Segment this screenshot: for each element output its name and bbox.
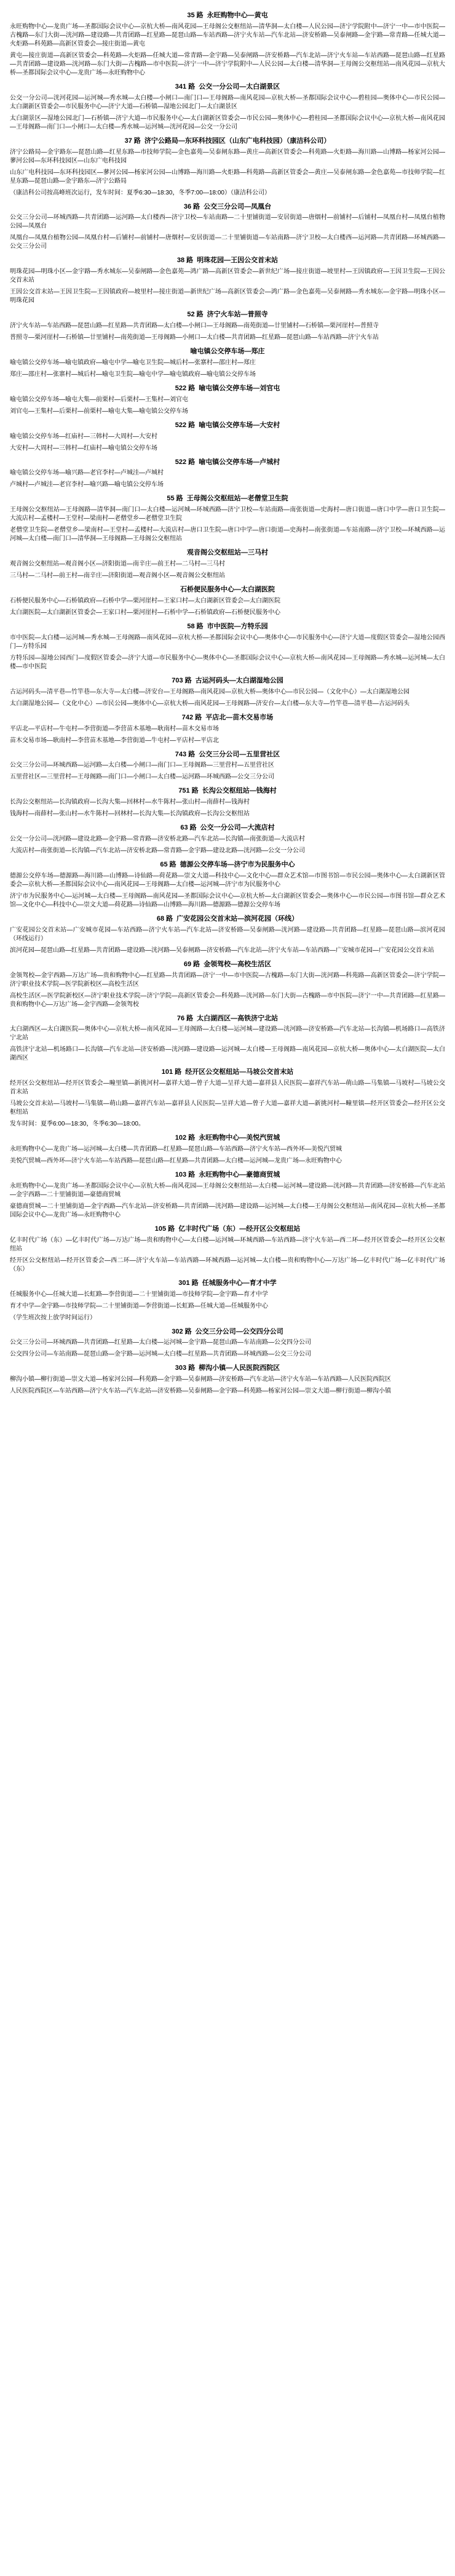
route-stop-list: 王因公交首末站—王因卫生院—王因镇政府—坡里村—接庄街道—新世纪广场—高新区管委会—鸿广路—金色嘉苑—吴泰闸路—秀水城东—金宇路—明珠小区—明珠花园: [10, 289, 445, 305]
route-stop-list: 喻屯镇公交停车场—喻屯大集—前栗村—后栗村—王集村—刘官屯: [10, 396, 188, 403]
route-section: [10, 347, 445, 379]
route-section: [10, 750, 445, 782]
route-number: 63 路: [180, 824, 197, 832]
route-stop-list: 黄屯—接庄街道—高新区管委会—科苑路—火炬路—任城大道—常青路—金宇路—吴泰闸路—济安桥路—汽车北站—济宁火车站—车站西路—琵琶山路—红星路—共青团路—建设路—洸河路—东门大街—古槐路—市中医院—济宁一中—济宁学院附中—人民公园—太白楼—清华洞—王母阁公交枢纽站—南风花园—京杭大桥—圣都国际会议中心—龙贵广场—永旺购物中心: [10, 52, 445, 76]
route-stop-list: 喻屯镇公交停车场—喻屯镇政府—喻屯中学—喻屯卫生院—城后村—张寨村—邵庄村—郑庄: [10, 359, 256, 366]
route-title: [10, 310, 445, 319]
route-name: 柳沟小镇—人民医院西院区: [199, 1364, 280, 1372]
route-section: [10, 960, 445, 1009]
route-title: [10, 347, 445, 356]
route-section: [10, 1014, 445, 1063]
route-stop-list: 济宁公路局—金宇路东—琵琶山路—红星东路—市技师学院—金色嘉苑—吴泰闸东路—黄庄—高新区管委会—科苑路—火炬路—海川路—山博路—杨家河公园—蓼河公园—东环科技园区—山东广电科技园: [10, 148, 445, 164]
route-stop-list: 古运河码头—清平巷—竹竿巷—东大寺—太白楼—济安台—王母阁路—南风花园—京杭大桥—奥体中心—市民公园—（文化中心）—太白湖湿地公园: [10, 688, 410, 695]
route-section: [10, 1170, 445, 1220]
route-section: [10, 1279, 445, 1322]
route-title: [10, 750, 445, 759]
route-stop-list: 郑庄—邵庄村—张寨村—城后村—喻屯卫生院—喻屯中学—喻屯镇政府—喻屯镇公交停车场: [10, 370, 256, 378]
route-stop-list: 滨河花园—琵琶山路—红星路—共青团路—建设路—洸河路—吴泰闸路—济安桥路—汽车北站—济宁火车站—车站西路—广安城市花园—广安花园公交首末站: [10, 946, 434, 954]
route-stop-list: 太白湖湿地公园—（文化中心）—市民公园—奥体中心—京杭大桥—南风花园—王母阁路—济安台—太白楼—东大寺—竹竿巷—清平巷—古运河码头: [10, 700, 410, 707]
route-name: 公交一分公司—太白湖景区: [199, 82, 280, 90]
route-name: 济宁火车站—普照寺: [207, 311, 268, 319]
route-section: [10, 860, 445, 910]
route-name: 市中医院—方特乐园: [207, 622, 268, 630]
route-section: [10, 548, 445, 580]
route-name: 公交三分公司—公交四分公司: [195, 1327, 283, 1335]
route-name: 公交三分公司—凤凰台: [204, 202, 272, 210]
route-stop-list: 喻屯镇公交停车场—红庙村—三韩村—大周村—大安村: [10, 433, 157, 440]
route-title: [10, 256, 445, 265]
route-stop-list: 老僧堂卫生院—老僧堂乡—梁南村—王堂村—孟楼村—大流店村—唐口卫生院—唐口中学—唐口街道—史海村—南张街道—车站南路—济宁卫校—环城西路—运河城—太白楼—南门口—清华洞—王母阁路—王母阁公交枢纽站: [10, 527, 445, 543]
route-stop-list: 广安花园公交首末站—广安城市花园—车站西路—济宁火车站—汽车北站—济安桥路—吴泰闸路—洸河路—建设路—共青团路—红星路—琵琶山路—滨河花园（环线运行）: [10, 926, 445, 942]
route-name: 德源公交停车场—济宁市为民服务中心: [180, 861, 295, 869]
route-section: [10, 82, 445, 132]
route-number: 65 路: [160, 861, 176, 869]
route-title: [10, 713, 445, 722]
route-stop-list: 长沟公交枢纽站—长沟镇政府—长沟大集—回林村—水牛陈村—张山村—南薛村—钱海村: [10, 799, 250, 806]
route-section: [10, 421, 445, 453]
route-stop-list: 人民医院西院区—车站西路—济宁火车站—汽车北站—济安桥路—吴泰闸路—金宇路—科苑路—杨家河公园—崇文大道—柳行街道—柳沟小镇: [10, 1388, 391, 1395]
route-title: [10, 960, 445, 969]
route-title: [10, 1068, 445, 1077]
route-name: 喻屯镇公交停车场—卢城村: [199, 458, 280, 466]
route-name: 石桥便民服务中心—太白湖医院: [180, 586, 275, 594]
route-name: 喻屯镇公交停车场—郑庄: [190, 348, 265, 356]
route-number: 742 路: [181, 713, 202, 721]
route-title: [10, 202, 445, 212]
route-stop-list: 经开区公交枢纽站—经开区管委会—西二环—济宁火车站—车站西路—环城西路—运河城—太白楼—贵和购物中心—万达广场—亿丰时代广场—亿丰时代广场（东）: [10, 1257, 445, 1273]
route-name: 王母阁公交枢纽站—老僧堂卫生院: [186, 495, 288, 503]
route-stop-list: 山东广电科技园—东环科技园区—蓼河公园—杨家河公园—山博路—海川路—火炬路—科苑路—高新区管委会—黄庄—吴泰闸东路—金色嘉苑—市技师学院—红星东路—琵琶山路—金宇路东—济宁公路局: [10, 169, 445, 185]
route-stop-list: 美悦汽贸城—西外环—济宁火车站—车站西路—琵琶山路—红星路—共青团路—太白楼—运河城—龙贵广场—永旺购物中心: [10, 1158, 342, 1165]
route-number: 703 路: [172, 676, 192, 684]
route-title: [10, 622, 445, 631]
route-number: 69 路: [183, 960, 200, 968]
route-section: [10, 494, 445, 543]
route-stop-list: 育才中学—金宇路—市技师学院—二十里铺街道—李营街道—长虹路—任城大道—任城服务中心: [10, 1302, 268, 1310]
route-title: [10, 137, 445, 146]
route-stop-list: 钱海村—南薛村—张山村—水牛陈村—回林村—长沟大集—长沟镇政府—长沟公交枢纽站: [10, 810, 250, 818]
route-stop-list: 永旺购物中心—龙贵广场—圣都国际会议中心—京杭大桥—南风花园—王母阁公交枢纽站—清华洞—太白楼—人民公园—济宁学院附中—济宁一中—市中医院—古槐路—东门大街—洸河路—建设路—共青团路—红星路—琵琶山路—车站西路—济宁火车站—汽车北站—济安桥路—吴泰闸路—金宇路—常青路—任城大道—火炬路—科苑路—高新区管委会—接庄街道—黄屯: [10, 23, 445, 47]
route-title: [10, 1279, 445, 1288]
route-title: [10, 1170, 445, 1180]
route-section: [10, 676, 445, 708]
route-number: 35 路: [187, 12, 204, 19]
route-section: [10, 823, 445, 855]
route-stop-list: 公交三分公司—环城西路—共青团路—运河路—太白楼西—济宁卫校—车站南路—二十里铺街道—安居街道—唐烟村—前铺村—后铺村—凤凰台村—凤凰台植物公园—凤凰台: [10, 214, 445, 230]
route-title: [10, 676, 445, 686]
route-name: 明珠花园—王因公交首末站: [197, 257, 279, 265]
route-name: 长沟公交枢纽站—钱海村: [202, 787, 277, 795]
route-stop-list: 三马村—二马村—前王村—南辛庄—济阳街道—观音阁小区—观音阁公交枢纽站: [10, 572, 225, 580]
route-stop-list: 高校生活区—医学院新校区—济宁职业技术学院—济宁学院—高新区管委会—科苑路—洸河路—东门大街—古槐路—市中医院—济宁一中—共青团路—红星路—贵和购物中心—万达广场—金宇西路—金领驾校: [10, 992, 445, 1008]
route-name: 金领驾校—高校生活区: [204, 960, 272, 968]
route-stop-list: 高铁济宁北站—机场路口—长沟镇—汽车北站—济安桥路—洸河路—建设路—运河城—太白楼—王母阁路—南风花园—京杭大桥—奥体中心—太白湖医院—太白湖西区: [10, 1046, 445, 1062]
route-section: [10, 384, 445, 416]
route-name: 广安花园公交首末站—滨河花园（环线）: [176, 914, 299, 922]
route-name: 观音阁公交枢纽站—三马村: [187, 549, 268, 557]
route-title: [10, 1225, 445, 1234]
route-stop-list: 五里营社区—三里营村—王母阁路—南门口—小闸口—太白楼—运河路—环城西路—公交三分公司: [10, 774, 274, 781]
route-stop-list: 明珠花园—明珠小区—金宇路—秀水城东—吴泰闸路—金色嘉苑—鸿广路—高新区管委会—新世纪广场—接庄街道—坡里村—王因镇政府—王因卫生院—王因公交首末站: [10, 268, 445, 284]
route-stop-list: 普照寺—栗河崖村—石桥镇—廿里铺村—南苑街道—王母阁路—小闸口—太白楼—共青团路—红星路—琵琶山路—车站西路—济宁火车站: [10, 334, 379, 342]
route-stop-list: 刘官屯—王集村—后栗村—前栗村—喻屯大集—喻屯镇公交停车场: [10, 407, 188, 415]
route-stop-list: 凤凰台—凤凰台植物公园—凤凰台村—后铺村—前铺村—唐烟村—安居街道—二十里铺街道—车站南路—济宁卫校—太白楼西—运河路—共青团路—环城西路—公交三分公司: [10, 234, 445, 250]
route-name: 亿丰时代广场（东）—经开区公交枢纽站: [178, 1225, 301, 1233]
route-stop-list: 苗木交易市场—耿南村—李营苗木基地—李营街道—牛屯村—平店村—平店北: [10, 737, 219, 744]
route-stop-list: 石桥便民服务中心—石桥镇政府—石桥中学—栗河崖村—王家口村—太白湖新区管委会—太白湖医院: [10, 597, 280, 604]
route-name: 喻屯镇公交停车场—刘官屯: [199, 384, 280, 392]
route-section: [10, 1364, 445, 1396]
route-stop-list: 豪德商贸城—二十里铺街道—金宇西路—汽车北站—济安桥路—共青团路—洸河路—建设路—运河城—太白楼—王母阁公交枢纽站—南风花园—京杭大桥—圣都国际会议中心—龙贵广场—永旺购物中心: [10, 1202, 445, 1218]
route-number: 101 路: [161, 1068, 182, 1076]
route-stop-list: 公交三分公司—环城西路—运河路—太白楼—小闸口—南门口—王母阁路—三里营村—五里营社区: [10, 762, 274, 769]
route-section: [10, 622, 445, 671]
route-number: 341 路: [175, 82, 196, 90]
route-name: 永旺购物中心—美悦汽贸城: [199, 1134, 280, 1142]
route-number: 301 路: [178, 1279, 199, 1287]
route-name: 经开区公交枢纽站—马坡公交首末站: [185, 1068, 294, 1076]
route-title: [10, 384, 445, 393]
route-number: 38 路: [176, 257, 194, 265]
route-stop-list: 经开区公交枢纽站—经开区管委会—疃里镇—新挑河村—嘉祥大道—曾子大道—呈祥大道—嘉祥县人民医院—嘉祥汽车站—萌山路—马集镇—马坡村—马坡公交首末站: [10, 1080, 445, 1096]
route-stop-list: 柳沟小镇—柳行街道—崇文大道—杨家河公园—科苑路—金宇路—吴泰闸路—济安桥路—汽车北站—济宁火车站—车站西路—人民医院西院区: [10, 1376, 391, 1383]
route-stop-list: 大安村—大周村—三韩村—红庙村—喻屯镇公交停车场: [10, 444, 157, 452]
route-section: [10, 256, 445, 305]
route-number: 55 路: [167, 495, 183, 503]
route-number: 68 路: [156, 914, 173, 922]
route-name: 永旺购物中心—豪德商贸城: [199, 1171, 280, 1179]
route-number: 52 路: [187, 311, 204, 319]
route-section: [10, 1327, 445, 1359]
route-section: [10, 1134, 445, 1166]
route-number: 751 路: [178, 787, 199, 795]
route-stop-list: 永旺购物中心—龙贵广场—运河城—太白楼—共青团路—红星路—琵琶山路—车站西路—济宁火车站—西外环—美悦汽贸城: [10, 1146, 342, 1153]
route-stop-list: 平店北—平店村—牛屯村—李营街道—李营苗木基地—耿南村—苗木交易市场: [10, 725, 219, 732]
route-list: [10, 11, 445, 1396]
route-title: [10, 823, 445, 833]
route-name: 太白湖西区—高铁济宁北站: [197, 1014, 279, 1022]
route-stop-list: 金领驾校—金宇西路—万达广场—贵和购物中心—红星路—共青团路—济宁一中—市中医院—古槐路—东门大街—洸河路—科苑路—高新区管委会—济宁学院—济宁职业技术学院—医学院新校区—高校生活区: [10, 972, 445, 988]
route-stop-list: 公交一分公司—洸河路—建设北路—金宇路—常青路—济安桥北路—汽车北站—长沟镇—南张街道—大流店村: [10, 836, 305, 843]
route-name: 公交三分公司—五里营社区: [199, 750, 280, 758]
route-name: 济宁公路局—东环科技园区（山东广电科技园）（康洁科公司）: [144, 137, 331, 145]
route-title: [10, 548, 445, 558]
route-stop-list: 喻屯镇公交停车场—喻兴路—老官李村—卢城洼—卢城村: [10, 470, 164, 477]
route-number: 102 路: [175, 1134, 196, 1142]
route-name: 永旺购物中心—黄屯: [207, 12, 268, 19]
route-title: [10, 11, 445, 20]
route-number: 36 路: [183, 202, 200, 210]
route-title: [10, 1364, 445, 1373]
route-section: [10, 914, 445, 955]
route-name: 公交一分公司—大流店村: [200, 824, 275, 832]
route-title: [10, 860, 445, 870]
route-stop-list: 德源公交停车场—德源路—海川路—山博路—诗仙路—荷花路—崇文大道—科技中心—文化中心—群众艺术馆—市图书馆—市民公园—奥体中心—太白湖新区管委会—京杭大桥—圣都国际会议中心—南风花园—王母阁路—太白楼—运河城—济宁市为民服务中心: [10, 872, 445, 888]
route-title: [10, 786, 445, 796]
route-section: [10, 458, 445, 490]
route-title: [10, 82, 445, 92]
route-section: [10, 11, 445, 78]
route-number: 743 路: [175, 750, 196, 758]
route-stop-list: 永旺购物中心—龙贵广场—圣都国际会议中心—京杭大桥—南风花园—王母阁公交枢纽站—太白楼—运河城—建设路—洸河路—共青团路—济安桥路—汽车北站—金宇西路—二十里铺街道—豪德商贸城: [10, 1182, 445, 1198]
route-section: [10, 310, 445, 342]
route-number: 303 路: [175, 1364, 196, 1372]
route-number: 37 路: [124, 137, 141, 145]
route-title: [10, 1014, 445, 1023]
route-stop-list: 大流店村—南张街道—长沟镇—汽车北站—济安桥北路—常青路—金宇路—建设北路—洸河路—公交一分公司: [10, 847, 305, 855]
route-stop-list: 济宁市为民服务中心—运河城—太白楼—王母阁路—南风花园—圣都国际会议中心—京杭大桥—太白湖新区管委会—奥体中心—市民公园—市图书馆—群众艺术馆—文化中心—科技中心—崇文大道—荷花路—诗仙路—山博路—海川路—德源路—德源公交停车场: [10, 892, 445, 908]
route-section: [10, 202, 445, 252]
route-stop-list: 公交一分公司—洸河花园—运河城—秀水城—太白楼—小闸口—南门口—王母阁路—南风花园—京杭大桥—圣都国际会议中心—碧桂园—奥体中心—市民公园—太白湖新区管委会—市民服务中心—济宁大道—石桥镇—湿地公园北门—太白湖景区: [10, 94, 445, 110]
route-stop-list: 亿丰时代广场（东）—亿丰时代广场—万达广场—贵和购物中心—太白楼—运河城—环城西路—车站西路—济宁火车站—西二环—经开区管委会—经开区公交枢纽站: [10, 1236, 445, 1252]
route-stop-list: 太白湖医院—太白湖新区管委会—王家口村—栗河崖村—石桥中学—石桥镇政府—石桥便民服务中心: [10, 609, 280, 616]
route-section: [10, 786, 445, 818]
route-number: 76 路: [176, 1014, 194, 1022]
route-stop-list: 观音阁公交枢纽站—观音阁小区—济阳街道—南辛庄—前王村—二马村—三马村: [10, 561, 225, 568]
route-number: 103 路: [175, 1171, 196, 1179]
route-section: [10, 1068, 445, 1129]
route-name: 喻屯镇公交停车场—大安村: [199, 421, 280, 429]
route-note: （学生班次按上放学时间运行）: [10, 1314, 96, 1321]
route-title: [10, 585, 445, 594]
route-note: （康洁科公司按高峰班次运行，发车时间：夏季6:30—18:30，冬季7:00—18:00）（康洁科公司）: [10, 189, 271, 196]
route-stop-list: 太白湖景区—湿地公园北门—石桥镇—济宁大道—市民服务中心—太白湖新区管委会—市民公园—奥体中心—碧桂园—圣都国际会议中心—京杭大桥—南风花园—王母阁路—南门口—小闸口—太白楼—秀水城—运河城—洸河花园—公交一分公司: [10, 114, 445, 130]
route-title: [10, 494, 445, 503]
route-stop-list: 王母阁公交枢纽站—王母阁路—清华洞—南门口—太白楼—运河城—环城西路—济宁卫校—车站南路—南张街道—史海村—唐口街道—唐口中学—唐口卫生院—大流店村—孟楼村—王堂村—梁南村—老僧堂乡—老僧堂卫生院: [10, 506, 445, 522]
route-section: [10, 137, 445, 198]
route-title: [10, 1327, 445, 1337]
route-title: [10, 421, 445, 430]
route-title: [10, 458, 445, 467]
route-number: 522 路: [175, 421, 196, 429]
route-number: 522 路: [175, 384, 196, 392]
route-stop-list: 太白湖西区—太白湖医院—奥体中心—京杭大桥—南风花园—王母阁路—太白楼—运河城—建设路—洸河路—济安桥路—汽车北站—长沟镇—机场路口—高铁济宁北站: [10, 1026, 445, 1042]
route-number: 105 路: [154, 1225, 175, 1233]
route-stop-list: 市中医院—太白楼—运河城—秀水城—王母阁路—南风花园—京杭大桥—圣都国际会议中心—奥体中心—市民服务中心—济宁大道—度假区管委会—湿地公园西门—方特乐园: [10, 634, 445, 650]
route-note: 发车时间：夏季6:00—18:30，冬季6:30—18:00。: [10, 1121, 144, 1128]
route-number: 522 路: [175, 458, 196, 466]
route-number: 58 路: [187, 622, 204, 630]
route-title: [10, 914, 445, 924]
route-section: [10, 585, 445, 617]
route-stop-list: 任城服务中心—任城大道—长虹路—李营街道—二十里铺街道—市技师学院—金宇路—育才中学: [10, 1290, 268, 1298]
route-stop-list: 济宁火车站—车站西路—琵琶山路—红星路—共青团路—太白楼—小闸口—王母阁路—南苑街道—廿里铺村—石桥镇—栗河崖村—普照寺: [10, 322, 379, 330]
route-number: 302 路: [172, 1327, 192, 1335]
route-stop-list: 卢城村—卢城洼—老官李村—喻兴路—喻屯镇公交停车场: [10, 481, 164, 489]
route-section: [10, 1225, 445, 1274]
route-title: [10, 1134, 445, 1143]
route-name: 平店北—苗木交易市场: [205, 713, 274, 721]
route-stop-list: 方特乐园—湿地公园西门—度假区管委会—济宁大道—市民服务中心—奥体中心—圣都国际会议中心—京杭大桥—南风花园—王母阁路—秀水城—运河城—太白楼—市中医院: [10, 654, 445, 670]
route-stop-list: 公交四分公司—车站南路—琵琶山路—金宇路—运河城—太白楼—红星路—共青团路—环城西路—公交三分公司: [10, 1351, 311, 1358]
route-stop-list: 公交三分公司—环城西路—共青团路—红星路—太白楼—运河城—金宇路—琵琶山路—车站南路—公交四分公司: [10, 1339, 311, 1346]
route-name: 任城服务中心—育才中学: [202, 1279, 277, 1287]
route-section: [10, 713, 445, 745]
route-name: 古运河码头—太白湖湿地公园: [195, 676, 283, 684]
route-stop-list: 马坡公交首末站—马坡村—马集镇—萌山路—嘉祥汽车站—嘉祥县人民医院—呈祥大道—曾子大道—嘉祥大道—新挑河村—疃里镇—经开区管委会—经开区公交枢纽站: [10, 1100, 445, 1116]
